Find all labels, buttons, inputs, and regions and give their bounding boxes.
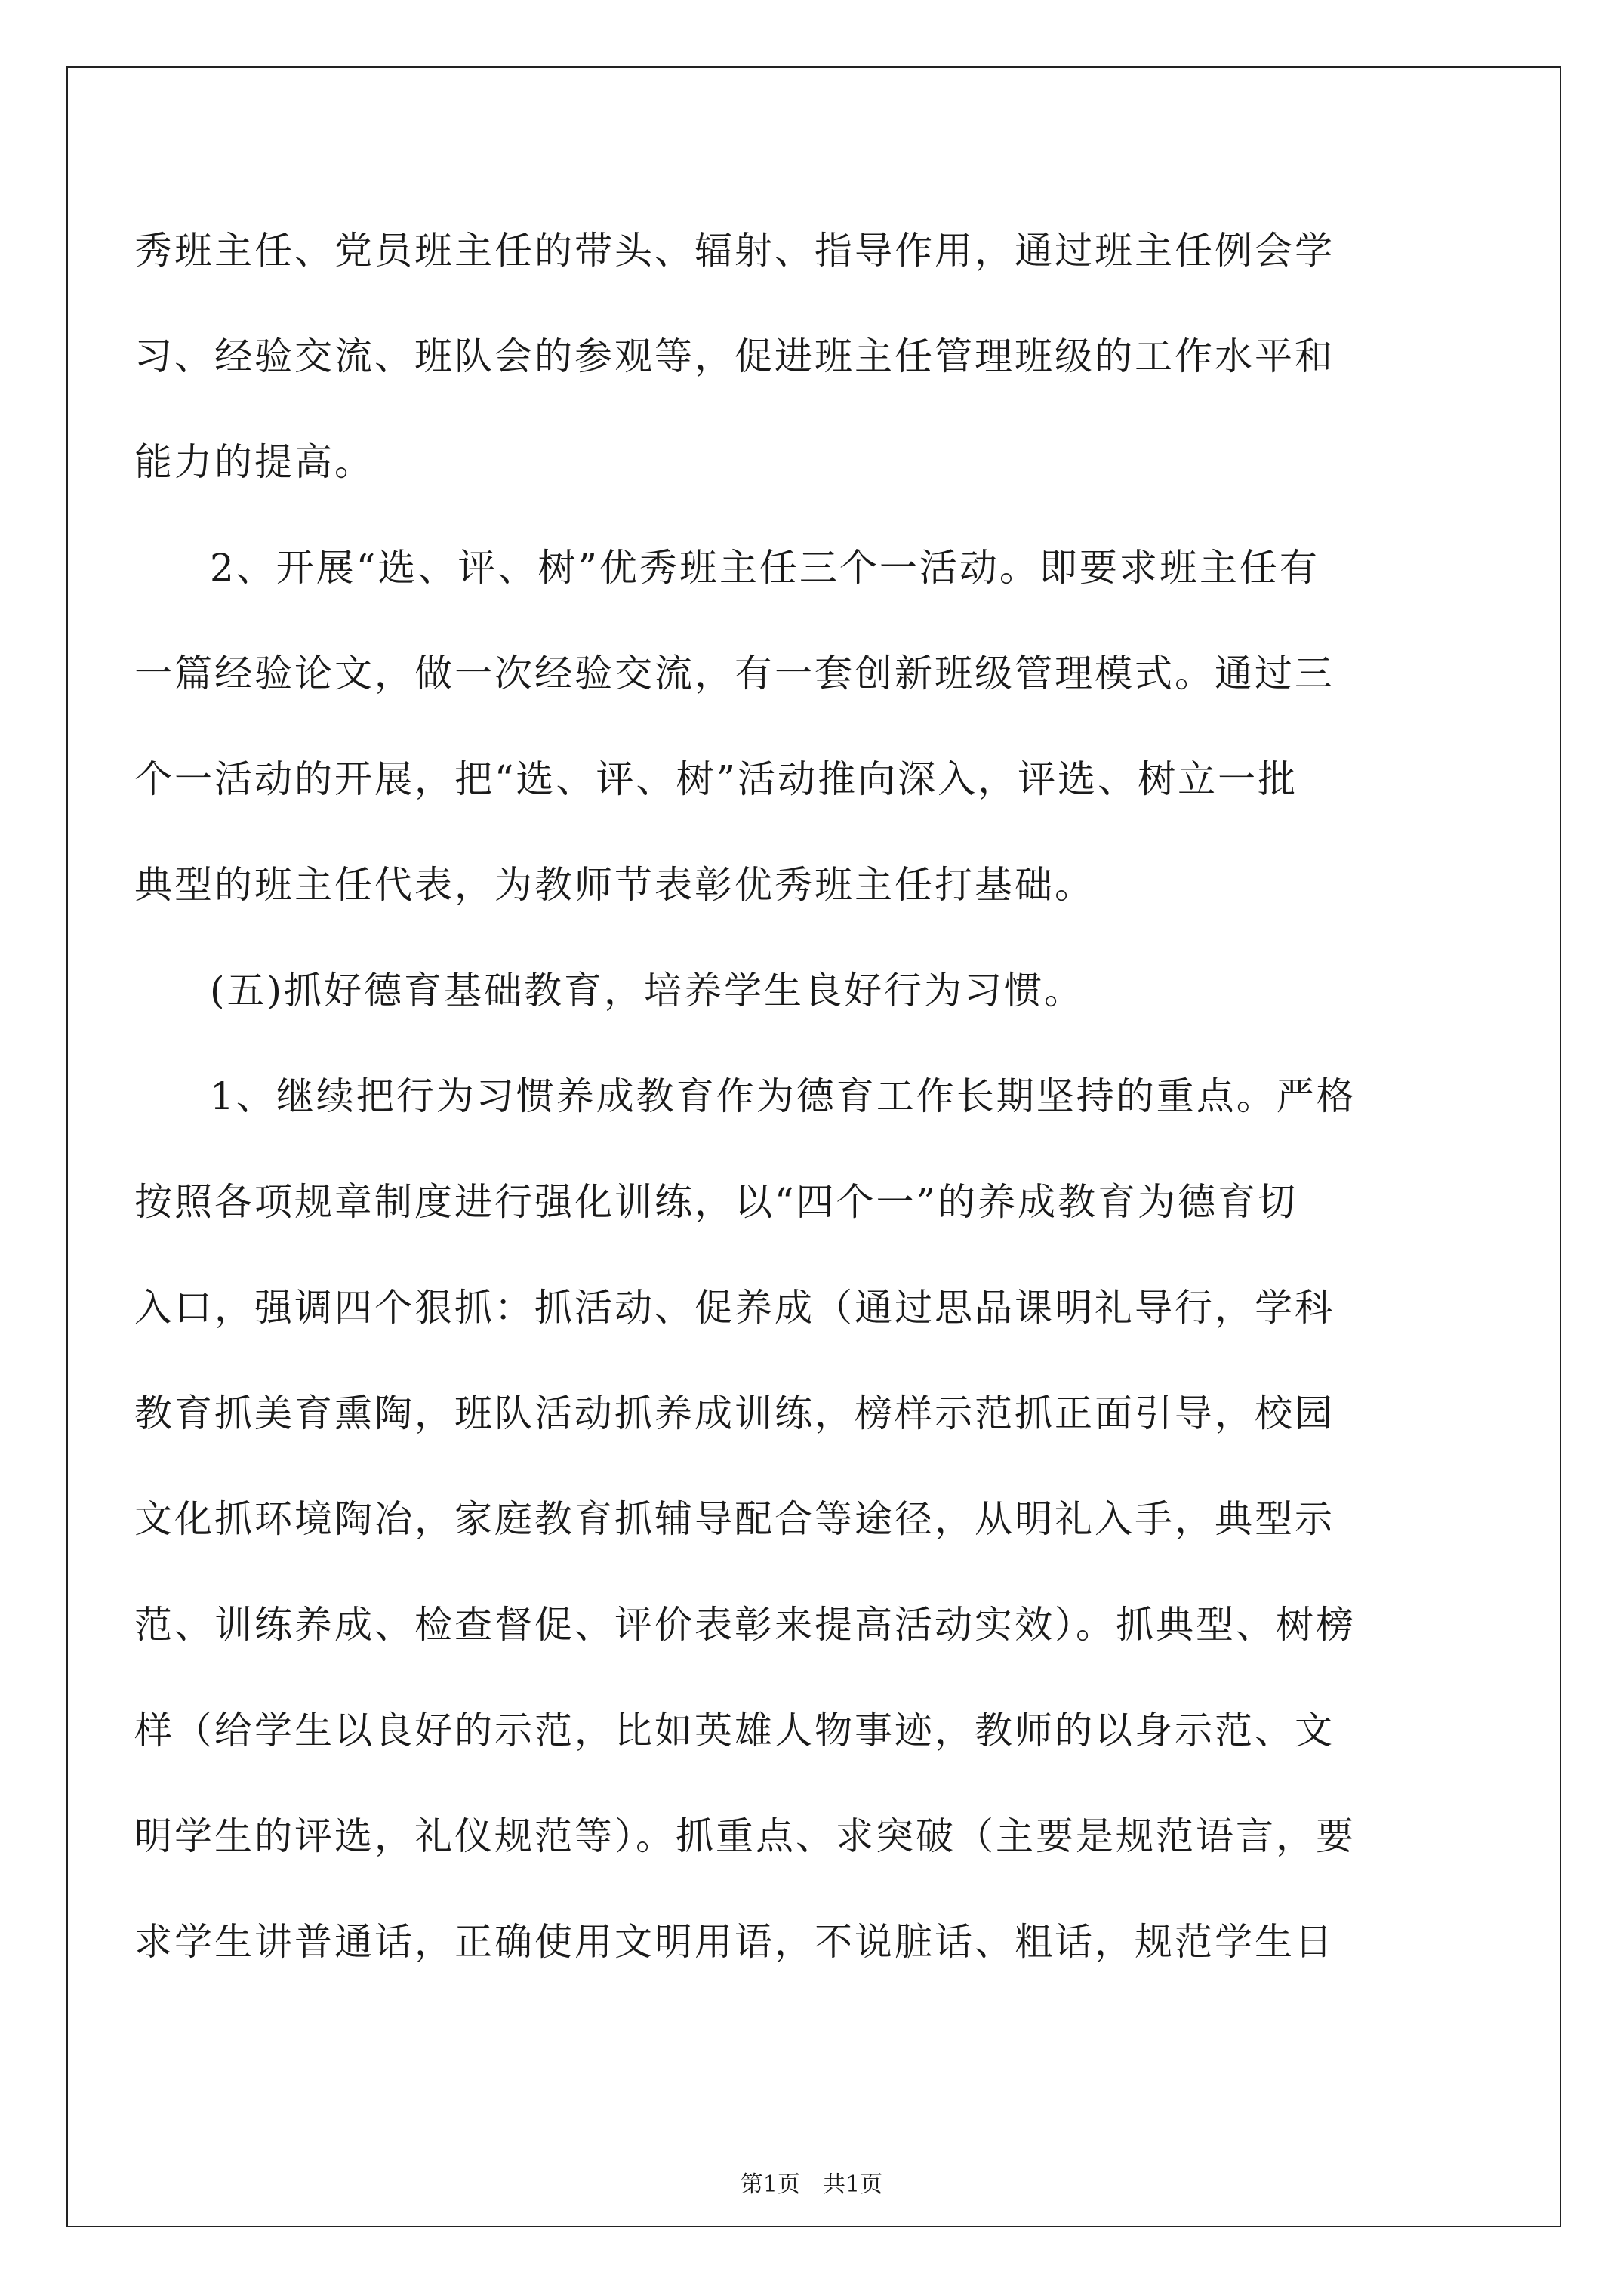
text-line: 范、训练养成、检查督促、评价表彰来提高活动实效）。抓典型、树榜 <box>134 1603 1356 1647</box>
text-line: 求学生讲普通话，正确使用文明用语，不说脏话、粗话，规范学生日 <box>134 1920 1335 1964</box>
paragraph-start-line: 2、开展“选、评、树”优秀班主任三个一活动。即要求班主任有 <box>210 546 1320 590</box>
text-line: 习、经验交流、班队会的参观等，促进班主任管理班级的工作水平和 <box>134 334 1335 378</box>
paragraph-start-line: 1、继续把行为习惯养成教育作为德育工作长期坚持的重点。严格 <box>210 1074 1357 1118</box>
text-line: 典型的班主任代表，为教师节表彰优秀班主任打基础。 <box>134 863 1095 907</box>
text-line: 明学生的评选，礼仪规范等）。抓重点、求突破（主要是规范语言，要 <box>134 1814 1356 1858</box>
text-line: 按照各项规章制度进行强化训练，以“四个一”的养成教育为德育切 <box>134 1180 1298 1224</box>
section-heading: (五)抓好德育基础教育，培养学生良好行为习惯。 <box>210 969 1085 1012</box>
text-line: 样（给学生以良好的示范，比如英雄人物事迹，教师的以身示范、文 <box>134 1709 1335 1752</box>
page-total: 共1页 <box>823 2171 883 2198</box>
text-line: 个一活动的开展，把“选、评、树”活动推向深入，评选、树立一批 <box>134 757 1298 801</box>
text-line: 教育抓美育熏陶，班队活动抓养成训练，榜样示范抓正面引导，校园 <box>134 1391 1335 1435</box>
text-line: 秀班主任、党员班主任的带头、辐射、指导作用，通过班主任例会学 <box>134 229 1335 273</box>
text-line: 入口，强调四个狠抓：抓活动、促养成（通过思品课明礼导行，学科 <box>134 1286 1335 1330</box>
document-body <box>134 198 1489 1995</box>
page-number: 第1页 <box>740 2171 800 2198</box>
page-footer <box>0 2165 1623 2199</box>
text-line: 文化抓环境陶冶，家庭教育抓辅导配合等途径，从明礼入手，典型示 <box>134 1497 1335 1541</box>
text-line: 能力的提高。 <box>134 440 374 484</box>
text-line: 一篇经验论文，做一次经验交流，有一套创新班级管理模式。通过三 <box>134 652 1335 695</box>
